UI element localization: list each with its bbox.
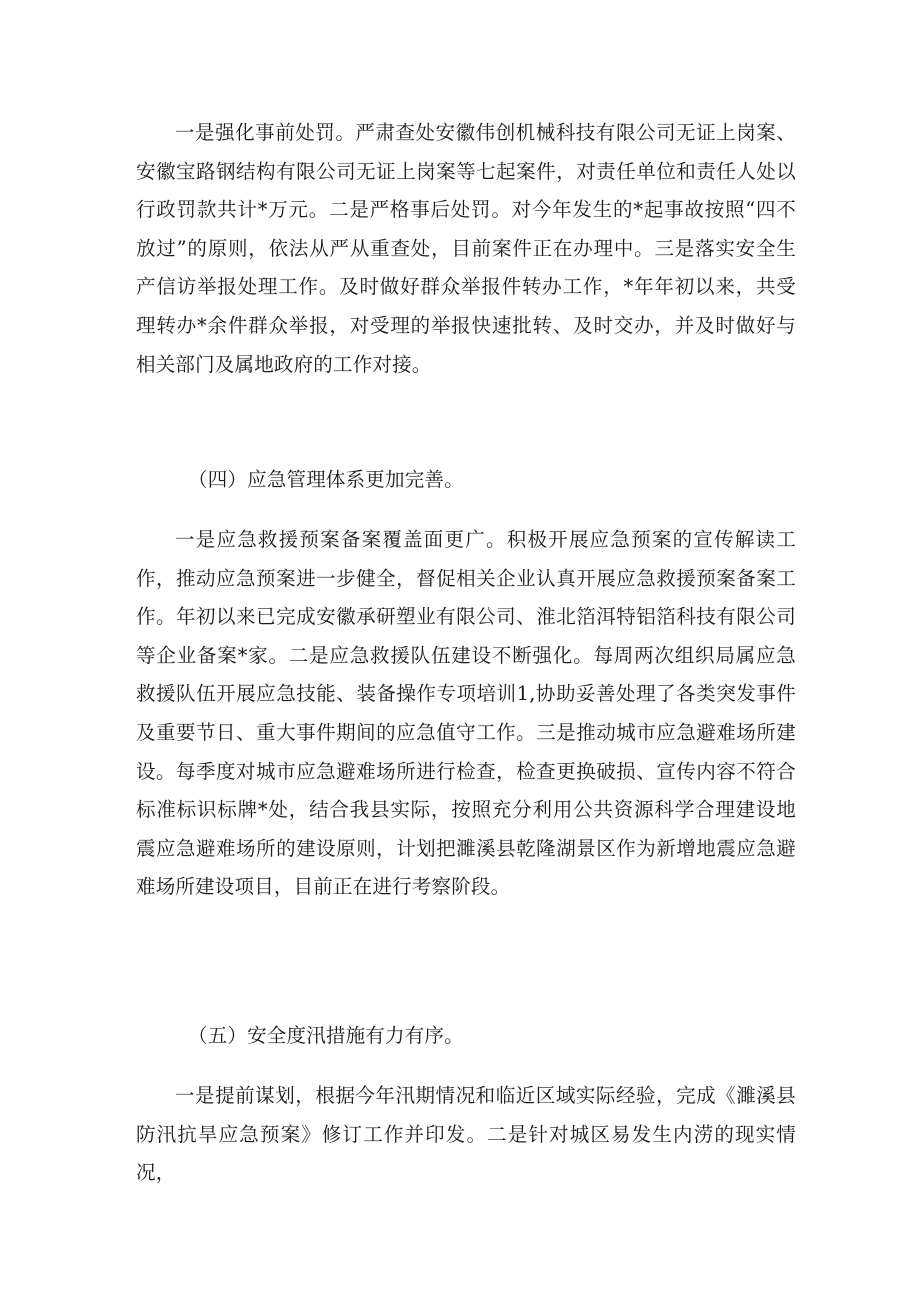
- paragraph-flood-safety: 一是提前谋划，根据今年汛期情况和临近区域实际经验，完成《濉溪县防汛抗旱应急预案》修订工作并印发。二是针对城区易发生内涝的现实情况，: [136, 1084, 796, 1185]
- paragraph-penalties: 一是强化事前处罚。严肃查处安徽伟创机械科技有限公司无证上岗案、安徽宝路钢结构有限公司无证上岗案等七起案件，对责任单位和责任人处以行政罚款共计*万元。二是严格事后处罚。对今年发生的*起事故按照“四不放过”的原则，依法从严从重查处，目前案件正在办理中。三是落实安全生产信访举报处理工作。及时做好群众举报件转办工作，*年年初以来，共受理转办*余件群众举报，对受理的举报快速批转、及时交办，并及时做好与相关部门及属地政府的工作对接。: [136, 121, 796, 376]
- paragraph-emergency-management: 一是应急救援预案备案覆盖面更广。积极开展应急预案的宣传解读工作，推动应急预案进一步健全，督促相关企业认真开展应急救援预案备案工作。年初以来已完成安徽承研塑业有限公司、淮北箔洱特铝箔科技有限公司等企业备案*家。二是应急救援队伍建设不断强化。每周两次组织局属应急救援队伍开展应急技能、装备操作专项培训1,协助妥善处理了各类突发事件及重要节日、重大事件期间的应急值守工作。三是推动城市应急避难场所建设。每季度对城市应急避难场所进行检查，检查更换破损、宣传内容不符合标准标识标牌*处，结合我县实际，按照充分利用公共资源科学合理建设地震应急避难场所的建设原则，计划把濉溪县乾隆湖景区作为新增地震应急避难场所建设项目，目前正在进行考察阶段。: [136, 528, 796, 899]
- section-heading-flood-safety: （五）安全度汛措施有力有序。: [188, 1024, 464, 1047]
- section-heading-emergency-management: （四）应急管理体系更加完善。: [188, 468, 464, 491]
